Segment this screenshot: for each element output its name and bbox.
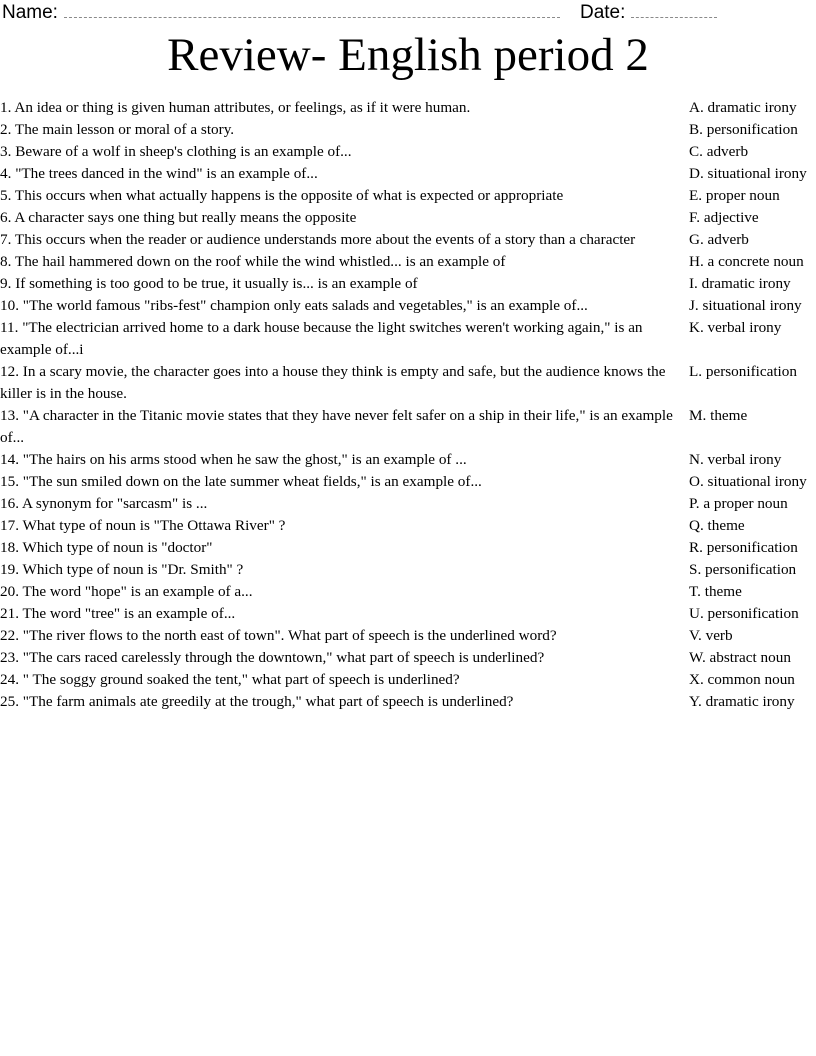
answer-option[interactable]: H. a concrete noun <box>689 252 804 270</box>
question-text: 13. "A character in the Titanic movie states that they have never felt safer on a ship in their life," is an example of... <box>0 406 673 446</box>
name-input-line[interactable] <box>64 3 560 18</box>
name-label: Name: <box>2 2 58 23</box>
answer-option[interactable]: A. dramatic irony <box>689 98 797 116</box>
question-text: 2. The main lesson or moral of a story. <box>0 120 235 138</box>
answer-option[interactable]: O. situational irony <box>689 472 807 490</box>
answer-option[interactable]: Y. dramatic irony <box>689 692 795 710</box>
table-row <box>0 251 816 273</box>
table-row <box>0 295 816 317</box>
answer-option[interactable]: N. verbal irony <box>689 450 782 468</box>
answer-option[interactable]: P. a proper noun <box>689 494 788 512</box>
answer-option[interactable]: K. verbal irony <box>689 318 782 336</box>
question-text: 4. "The trees danced in the wind" is an example of... <box>0 164 318 182</box>
table-row <box>0 669 816 691</box>
table-row <box>0 163 816 185</box>
question-text: 9. If something is too good to be true, it usually is... is an example of <box>0 274 418 292</box>
answer-option[interactable]: R. personification <box>689 538 798 556</box>
table-row <box>0 603 816 625</box>
table-row <box>0 317 816 361</box>
matching-questions-table <box>0 97 816 713</box>
question-text: 15. "The sun smiled down on the late summer wheat fields," is an example of... <box>0 472 482 490</box>
date-label: Date: <box>579 2 626 23</box>
answer-option[interactable]: E. proper noun <box>689 186 780 204</box>
answer-option[interactable]: J. situational irony <box>689 296 802 314</box>
question-text: 5. This occurs when what actually happens is the opposite of what is expected or appropriate <box>0 186 564 204</box>
worksheet-header <box>0 0 816 24</box>
table-row <box>0 119 816 141</box>
question-text: 8. The hail hammered down on the roof while the wind whistled... is an example of <box>0 252 506 270</box>
table-row <box>0 97 816 119</box>
table-row <box>0 515 816 537</box>
answer-option[interactable]: G. adverb <box>689 230 749 248</box>
question-text: 11. "The electrician arrived home to a dark house because the light switches weren't working again," is an example of...i <box>0 318 643 358</box>
answer-option[interactable]: S. personification <box>689 560 797 578</box>
table-row <box>0 405 816 449</box>
answer-option[interactable]: V. verb <box>689 626 733 644</box>
answer-option[interactable]: M. theme <box>689 406 748 424</box>
answer-option[interactable]: W. abstract noun <box>689 648 791 666</box>
table-row <box>0 449 816 471</box>
question-text: 21. The word "tree" is an example of... <box>0 604 236 622</box>
table-row <box>0 141 816 163</box>
answer-option[interactable]: L. personification <box>689 362 797 380</box>
answer-option[interactable]: U. personification <box>689 604 799 622</box>
answer-option[interactable]: T. theme <box>689 582 742 600</box>
answer-option[interactable]: Q. theme <box>689 516 745 534</box>
question-text: 3. Beware of a wolf in sheep's clothing is an example of... <box>0 142 352 160</box>
matching-rows <box>0 97 816 713</box>
table-row <box>0 691 816 713</box>
question-text: 6. A character says one thing but really means the opposite <box>0 208 357 226</box>
question-text: 1. An idea or thing is given human attributes, or feelings, as if it were human. <box>0 98 471 116</box>
table-row <box>0 207 816 229</box>
answer-option[interactable]: D. situational irony <box>689 164 807 182</box>
table-row <box>0 229 816 251</box>
answer-option[interactable]: I. dramatic irony <box>689 274 791 292</box>
answer-option[interactable]: C. adverb <box>689 142 749 160</box>
question-text: 16. A synonym for "sarcasm" is ... <box>0 494 208 512</box>
table-row <box>0 581 816 603</box>
table-row <box>0 625 816 647</box>
question-text: 18. Which type of noun is "doctor" <box>0 538 213 556</box>
table-row <box>0 273 816 295</box>
table-row <box>0 559 816 581</box>
date-input-line[interactable] <box>631 3 717 18</box>
table-row <box>0 537 816 559</box>
table-row <box>0 185 816 207</box>
question-text: 24. " The soggy ground soaked the tent," what part of speech is underlined? <box>0 670 460 688</box>
question-text: 12. In a scary movie, the character goes into a house they think is empty and safe, but the audience knows the killer is in the house. <box>0 362 666 402</box>
table-row <box>0 471 816 493</box>
question-text: 22. "The river flows to the north east of town". What part of speech is the underlined word? <box>0 626 557 644</box>
answer-option[interactable]: X. common noun <box>689 670 795 688</box>
question-text: 14. "The hairs on his arms stood when he saw the ghost," is an example of ... <box>0 450 467 468</box>
table-row <box>0 647 816 669</box>
question-text: 17. What type of noun is "The Ottawa River" ? <box>0 516 286 534</box>
table-row <box>0 493 816 515</box>
question-text: 23. "The cars raced carelessly through the downtown," what part of speech is underlined? <box>0 648 545 666</box>
question-text: 10. "The world famous "ribs-fest" champion only eats salads and vegetables," is an example of... <box>0 296 588 314</box>
table-row <box>0 361 816 405</box>
page-title: Review- English period 2 <box>167 29 649 81</box>
question-text: 20. The word "hope" is an example of a... <box>0 582 253 600</box>
question-text: 25. "The farm animals ate greedily at the trough," what part of speech is underlined? <box>0 692 514 710</box>
question-text: 7. This occurs when the reader or audience understands more about the events of a story than a character <box>0 230 636 248</box>
question-text: 19. Which type of noun is "Dr. Smith" ? <box>0 560 244 578</box>
answer-option[interactable]: F. adjective <box>689 208 759 226</box>
answer-option[interactable]: B. personification <box>689 120 798 138</box>
